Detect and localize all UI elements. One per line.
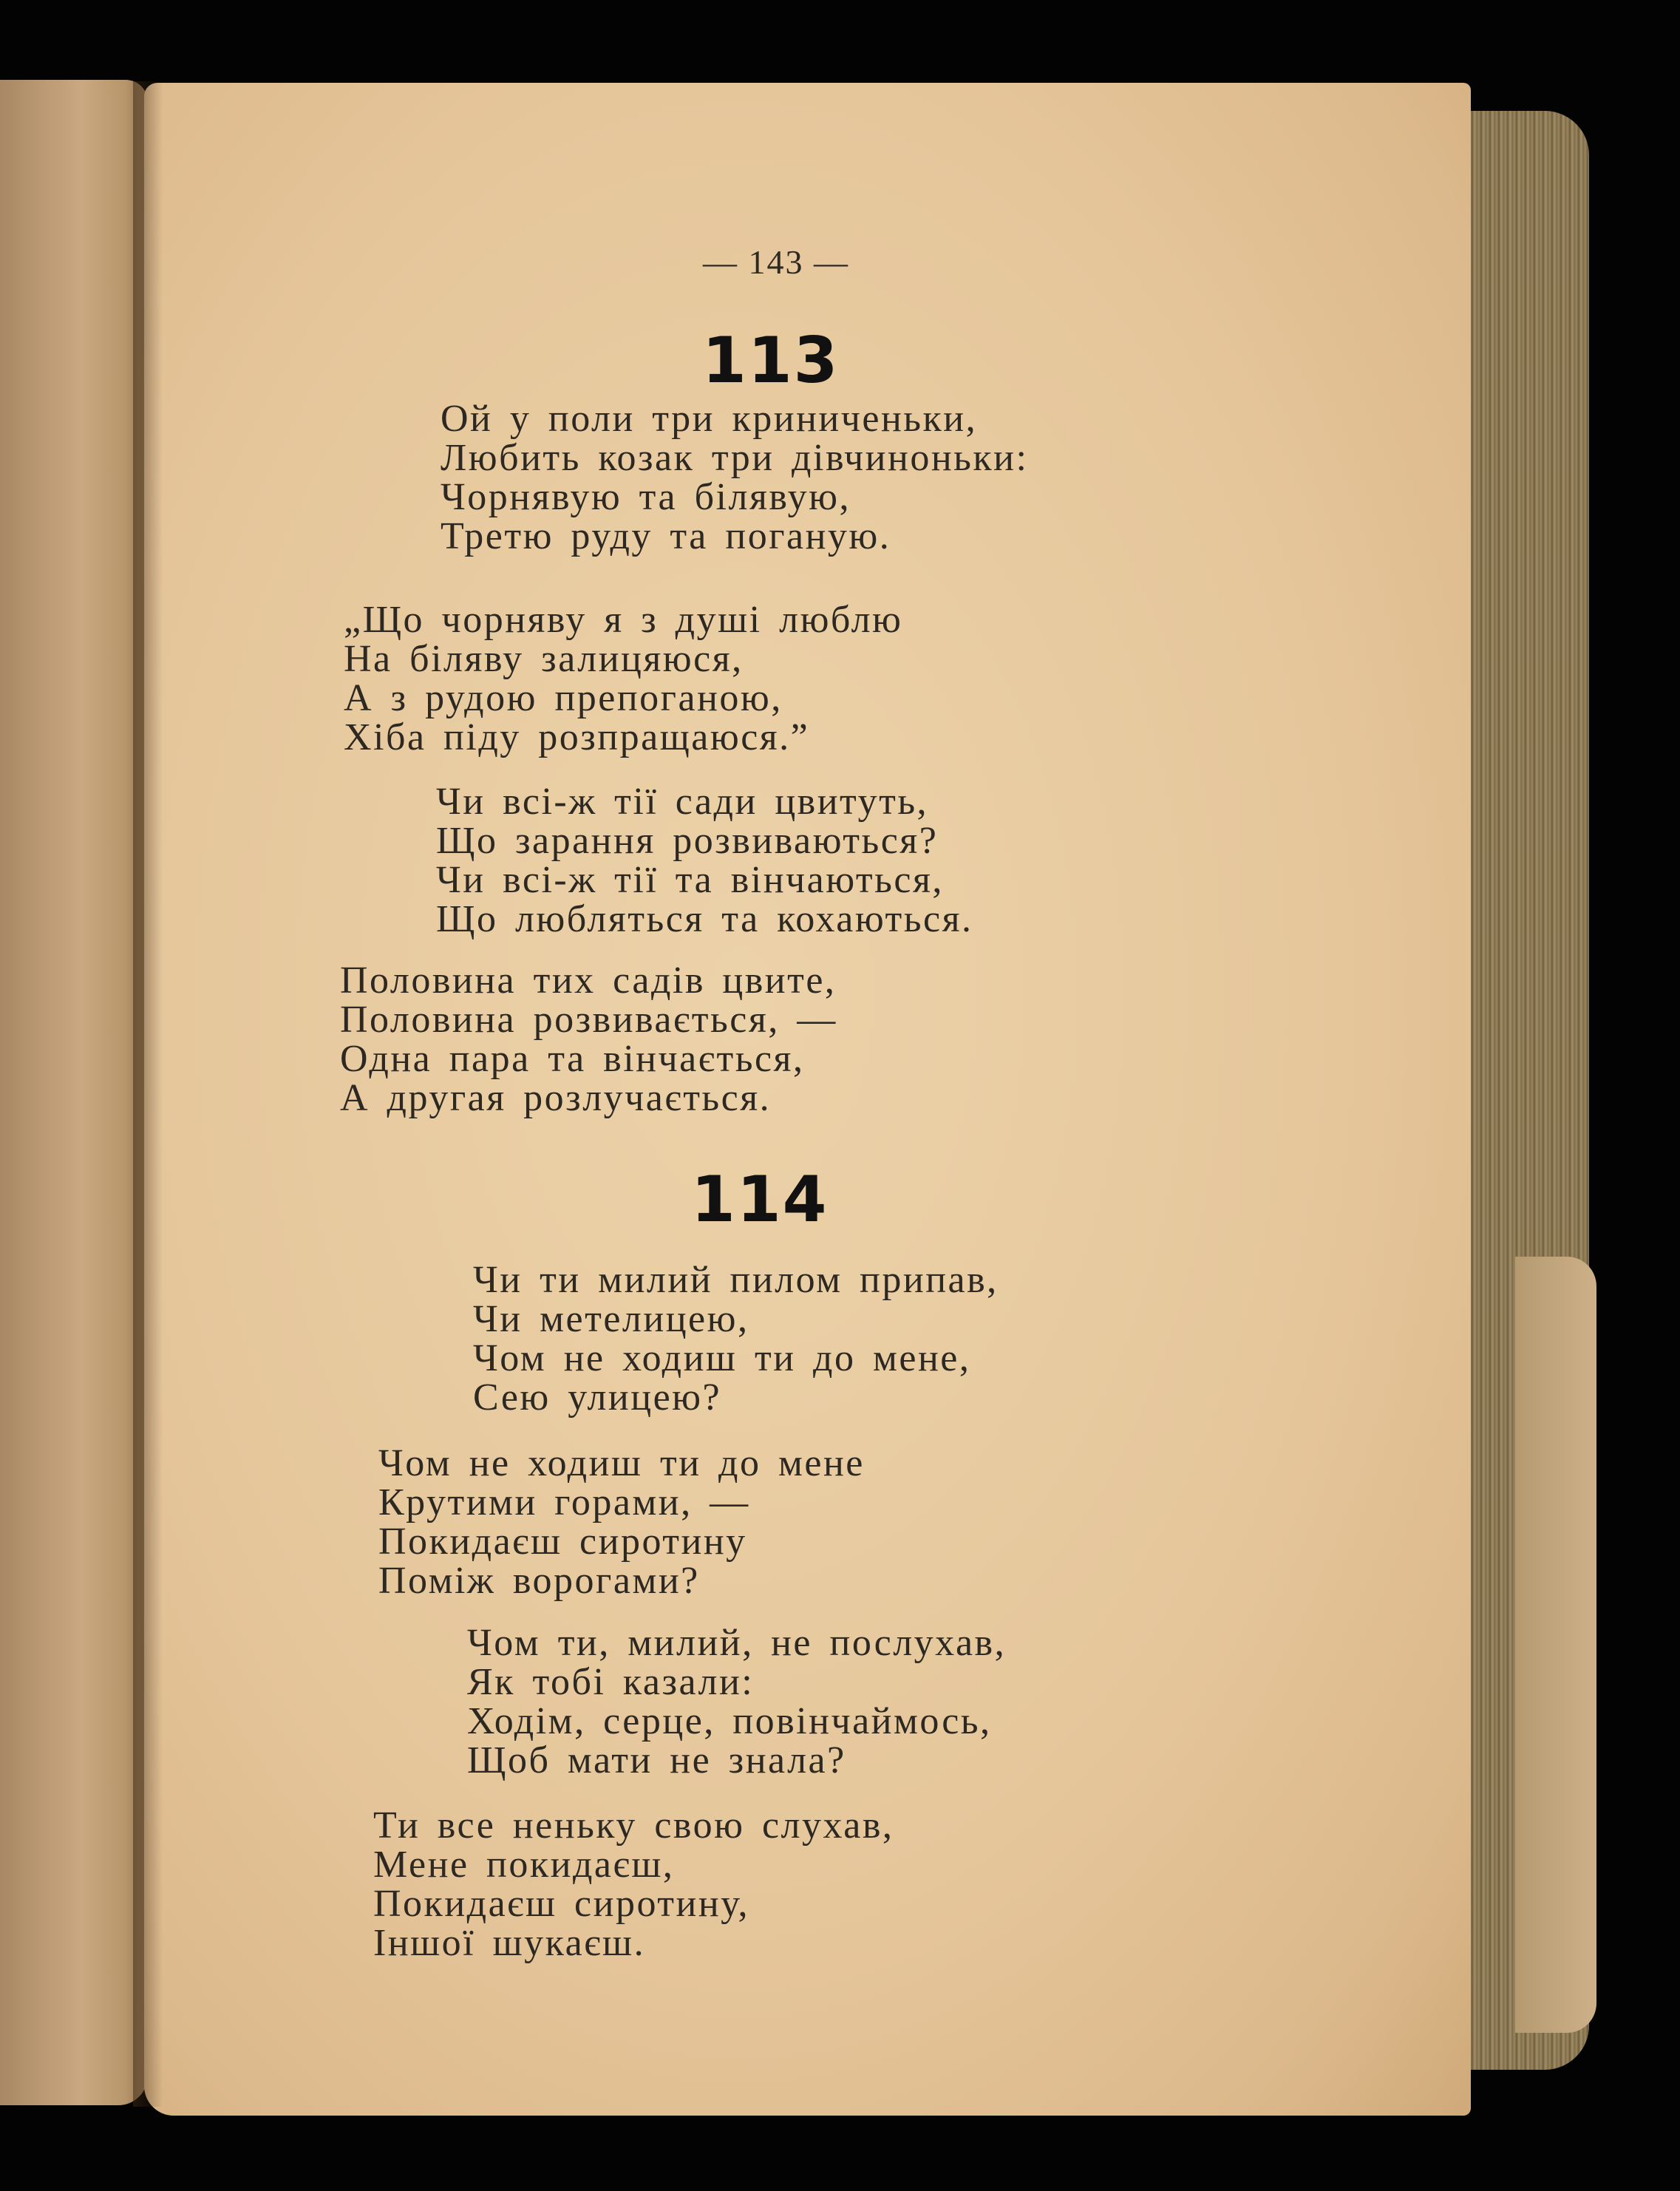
verse-line: Щоб мати не знала?: [467, 1739, 846, 1781]
stanza: [373, 1806, 894, 1963]
stanza: [441, 399, 1028, 556]
verse-line: Чом ти, милий, не послухав,: [467, 1622, 1007, 1664]
verse-line: „Що чорняву я з душі люблю: [344, 599, 903, 641]
stanza: [473, 1260, 999, 1417]
verse-line: Любить козак три дівчиноньки:: [441, 437, 1029, 479]
stanza: [378, 1444, 865, 1600]
verse-line: Як тобі казали:: [467, 1661, 755, 1703]
verse-line: Чи всі-ж тії сади цвитуть,: [436, 781, 929, 823]
verse-line: Поміж ворогами?: [378, 1560, 700, 1602]
verse-line: Хіба піду розпращаюся.”: [344, 716, 810, 758]
verse-line: Чи всі-ж тії та вінчаються,: [436, 859, 944, 901]
verse-line: Чи ти милий пилом припав,: [473, 1259, 999, 1301]
verse-line: Ой у поли три криниченьки,: [441, 398, 978, 440]
stanza: [467, 1623, 1006, 1780]
spine-shadow: [133, 81, 163, 2107]
stanza: [436, 782, 973, 939]
verse-line: А з рудою препоганою,: [344, 677, 783, 719]
verse-line: Покидаєш сиротину,: [373, 1883, 749, 1925]
verse-line: Чом не ходиш ти до мене,: [473, 1337, 971, 1379]
song-number-114: 114: [691, 1163, 829, 1237]
verse-line: Сею улицею?: [473, 1376, 722, 1419]
verse-line: Половина розвивається, —: [340, 999, 837, 1041]
verse-line: Чом не ходиш ти до мене: [378, 1442, 865, 1484]
verse-line: Що зарання розвиваються?: [436, 820, 939, 862]
verse-line: Ти все неньку свою слухав,: [373, 1804, 894, 1847]
verse-line: Половина тих садів цвите,: [340, 959, 837, 1002]
verse-line: Третю руду та поганую.: [441, 515, 891, 557]
verse-line: Чи метелицею,: [473, 1298, 749, 1340]
verse-line: Покидаєш сиротину: [378, 1521, 747, 1563]
verse-line: А другая розлучається.: [340, 1077, 772, 1119]
verse-line: Що любляться та кохаються.: [436, 898, 973, 940]
verse-line: На біляву залицяюся,: [344, 638, 744, 680]
verse-line: Крутими горами, —: [378, 1481, 750, 1523]
song-number-113: 113: [702, 324, 840, 398]
verse-line: Чорнявую та білявую,: [441, 476, 851, 518]
page-edges-lower: [1515, 1257, 1596, 2033]
stanza: [344, 600, 902, 757]
verse-line: Одна пара та вінчається,: [340, 1038, 805, 1080]
verse-line: Іншої шукаєш.: [373, 1922, 646, 1964]
stanza: [340, 961, 837, 1118]
page-number: — 143 —: [703, 243, 849, 281]
verse-line: Мене покидаєш,: [373, 1844, 675, 1886]
verse-line: Ходім, серце, повінчаймось,: [467, 1700, 992, 1742]
left-page-edge: [0, 80, 148, 2105]
